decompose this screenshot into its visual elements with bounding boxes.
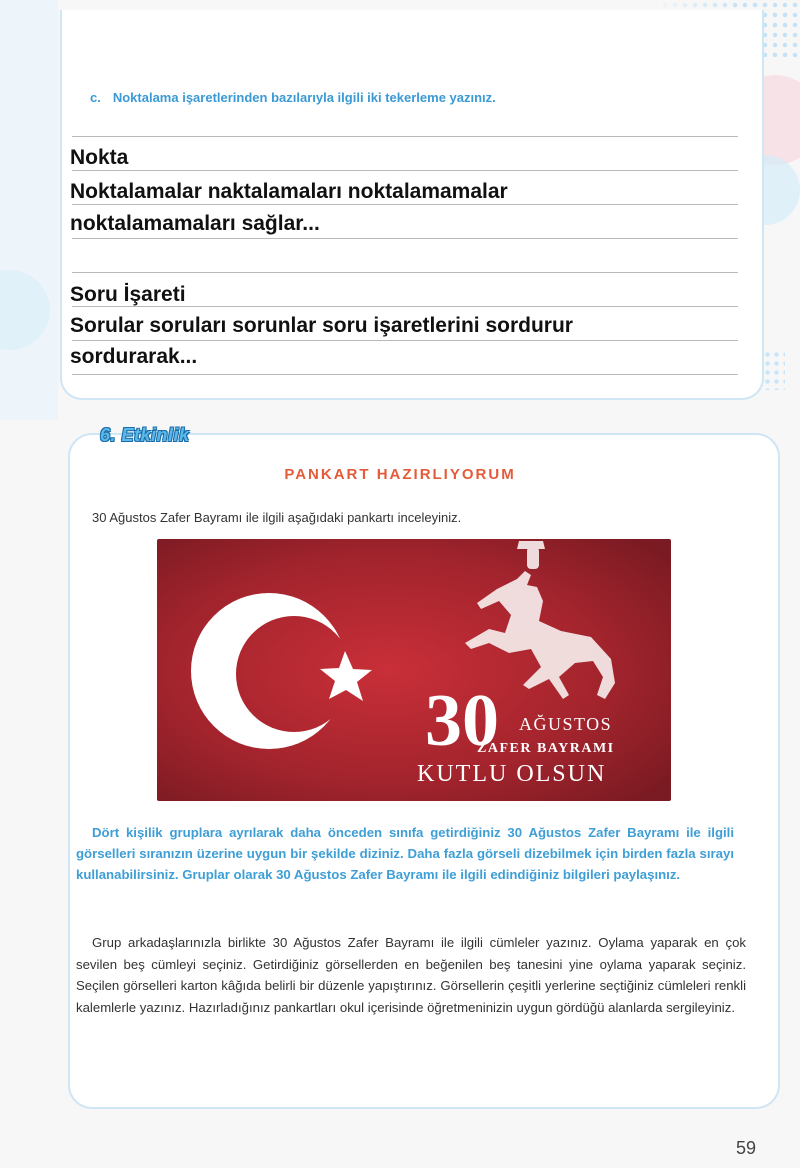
handwritten-line-6: sordurarak... [70,345,198,368]
section-c-box [60,10,764,400]
page-number: 59 [735,1138,756,1158]
handwritten-line-2: Noktalamalar naktalamaları noktalamamalar [70,180,508,203]
group-instructions-text: Dört kişilik gruplara ayrılarak daha önceden sınıfa getirdiğiniz 30 Ağustos Zafer Bayramı ile ilgili görselleri sıranızın üzerine uygun bir şekilde diziniz. Daha fazla görseli dizebilmek için birden fazla sırayı kullanabilirsiniz. Gruplar olarak 30 Ağustos Zafer Bayramı ile ilgili edindiğiniz bilgileri paylaşınız. [76,825,734,882]
banner-number: 30 [425,680,499,762]
banner-graphic [157,539,671,801]
victory-day-banner [157,539,671,801]
handwritten-line-1: Nokta [70,146,129,169]
section-c-letter: c. [90,90,101,105]
writing-line [72,374,738,375]
writing-line [72,272,738,273]
handwritten-line-3: noktalamamaları sağlar... [70,212,320,235]
handwritten-line-5: Sorular soruları sorunlar soru işaretlerini sordurur [70,314,573,337]
group-instructions-body-text: Grup arkadaşlarınızla birlikte 30 Ağustos Zafer Bayramı ile ilgili cümleler yazınız. Oylama yaparak en çok sevilen beş cümleyi seçiniz. Getirdiğiniz görsellerden en beğenilen beş tanesini yine oylama yaparak seçiniz. Seçilen görselleri karton kâğıda belirli bir düzenle yapıştırınız. Görsellerin çeşitli yerlerine seçtiğiniz cümleleri renkli kalemlerle yazınız. Hazırladığınız pankartları okul içerisinde öğretmeninizin uygun gördüğü alanlarda sergileyiniz. [76,935,746,1015]
banner-month: AĞUSTOS [519,714,613,734]
writing-line [72,340,738,341]
activity-intro: 30 Ağustos Zafer Bayramı ile ilgili aşağıdaki pankartı inceleyiniz. [92,510,462,525]
writing-line [72,204,738,205]
banner-greeting: KUTLU OLSUN [417,761,607,787]
banner-holiday: ZAFER BAYRAMI [477,741,615,756]
section-c-instruction [90,90,496,105]
page-edge-decoration [0,0,58,420]
group-instructions-bold [76,822,734,885]
writing-line [72,238,738,239]
handwritten-line-4: Soru İşareti [70,283,186,306]
writing-line [72,170,738,171]
activity-badge: 6. Etkinlik [100,425,190,445]
activity-title: PANKART HAZIRLIYORUM [284,466,516,483]
writing-line [72,136,738,137]
section-c-instruction-text: Noktalama işaretlerinden bazılarıyla ilgili iki tekerleme yazınız. [112,90,496,105]
group-instructions-body [76,932,746,1018]
